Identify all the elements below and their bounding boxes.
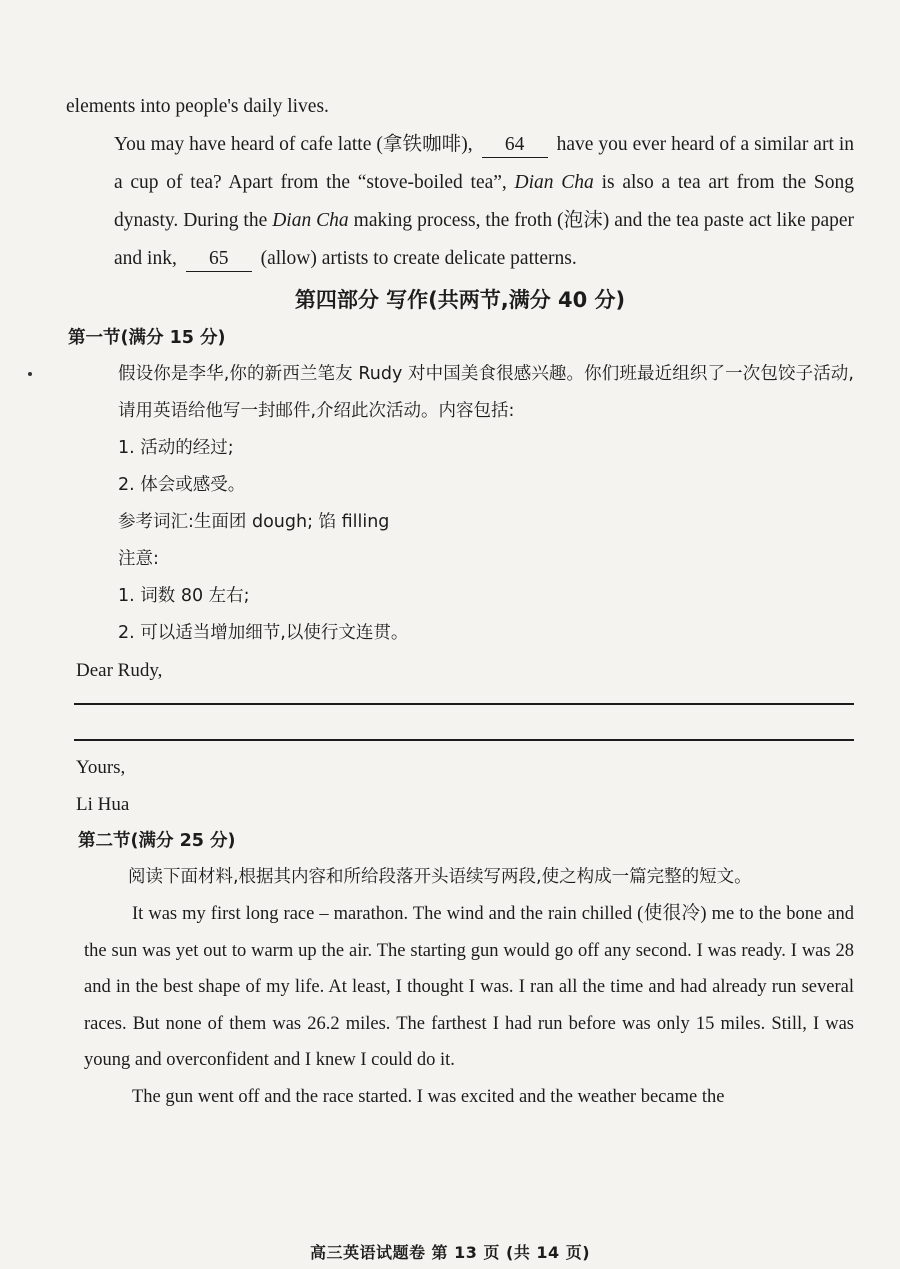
section-two-title: 第二节(满分 25 分) (78, 831, 236, 851)
note-label: 注意: (118, 549, 159, 569)
dian-cha-term: Dian Cha (514, 172, 594, 193)
letter-closing: Yours, (76, 757, 126, 778)
content-item-2: 2. 体会或感受。 (118, 475, 246, 495)
letter-greeting: Dear Rudy, (76, 660, 163, 681)
part-four-title: 第四部分 写作(共两节,满分 40 分) (294, 288, 626, 312)
passage-line-end: elements into people's daily lives. (66, 96, 329, 117)
dian-cha-term: Dian Cha (272, 210, 349, 231)
continuation-task: 阅读下面材料,根据其内容和所给段落开头语续写两段,使之构成一篇完整的短文。 (128, 867, 752, 887)
page-footer: 高三英语试题卷 第 13 页 (共 14 页) (309, 1243, 591, 1262)
previous-passage (66, 88, 854, 278)
scan-speck (28, 372, 32, 376)
letter-signature: Li Hua (76, 794, 130, 815)
writing-task: 假设你是李华,你的新西兰笔友 Rudy 对中国美食很感兴趣。你们班最近组织了一次包饺子活动,请用英语给他写一封邮件,介绍此次活动。内容包括: (118, 364, 854, 421)
section-one-title: 第一节(满分 15 分) (68, 328, 226, 348)
content-item-1: 1. 活动的经过; (118, 438, 234, 458)
note-item-2: 2. 可以适当增加细节,以使行文连贯。 (118, 623, 409, 643)
story-paragraph-1: It was my first long race – marathon. The wind and the rain chilled (使很冷) me to the bone and the sun was yet out to warm up the air. The starting gun would go off any second. I was ready. I was 28 and in the best shape of my life. At least, I thought I was. I ran all the time and had already run several races. But none of them was 26.2 miles. The farthest I had run before was only 15 miles. Still, I was young and overconfident and I knew I could do it. (84, 904, 854, 1070)
story-paragraph-2: The gun went off and the race started. I was excited and the weather became the (132, 1086, 725, 1107)
blank-64: 64 (482, 133, 548, 158)
reference-vocabulary: 参考词汇:生面团 dough; 馅 filling (118, 512, 390, 532)
passage-paragraph (66, 126, 854, 278)
passage-text: You may have heard of cafe latte (拿铁咖啡), (114, 134, 473, 155)
passage-text: is also a tea art from the Song dynasty. During the (114, 172, 854, 231)
passage-text: (allow) artists to create delicate patterns. (260, 248, 577, 269)
note-item-1: 1. 词数 80 左右; (118, 586, 250, 606)
passage-text: making process, the froth (泡沫) and the tea paste act like paper and ink, (114, 210, 855, 269)
blank-65: 65 (186, 247, 252, 272)
passage-text: have you ever heard of a similar art in a cup of tea? Apart from the “stove-boiled tea”, (114, 134, 854, 193)
